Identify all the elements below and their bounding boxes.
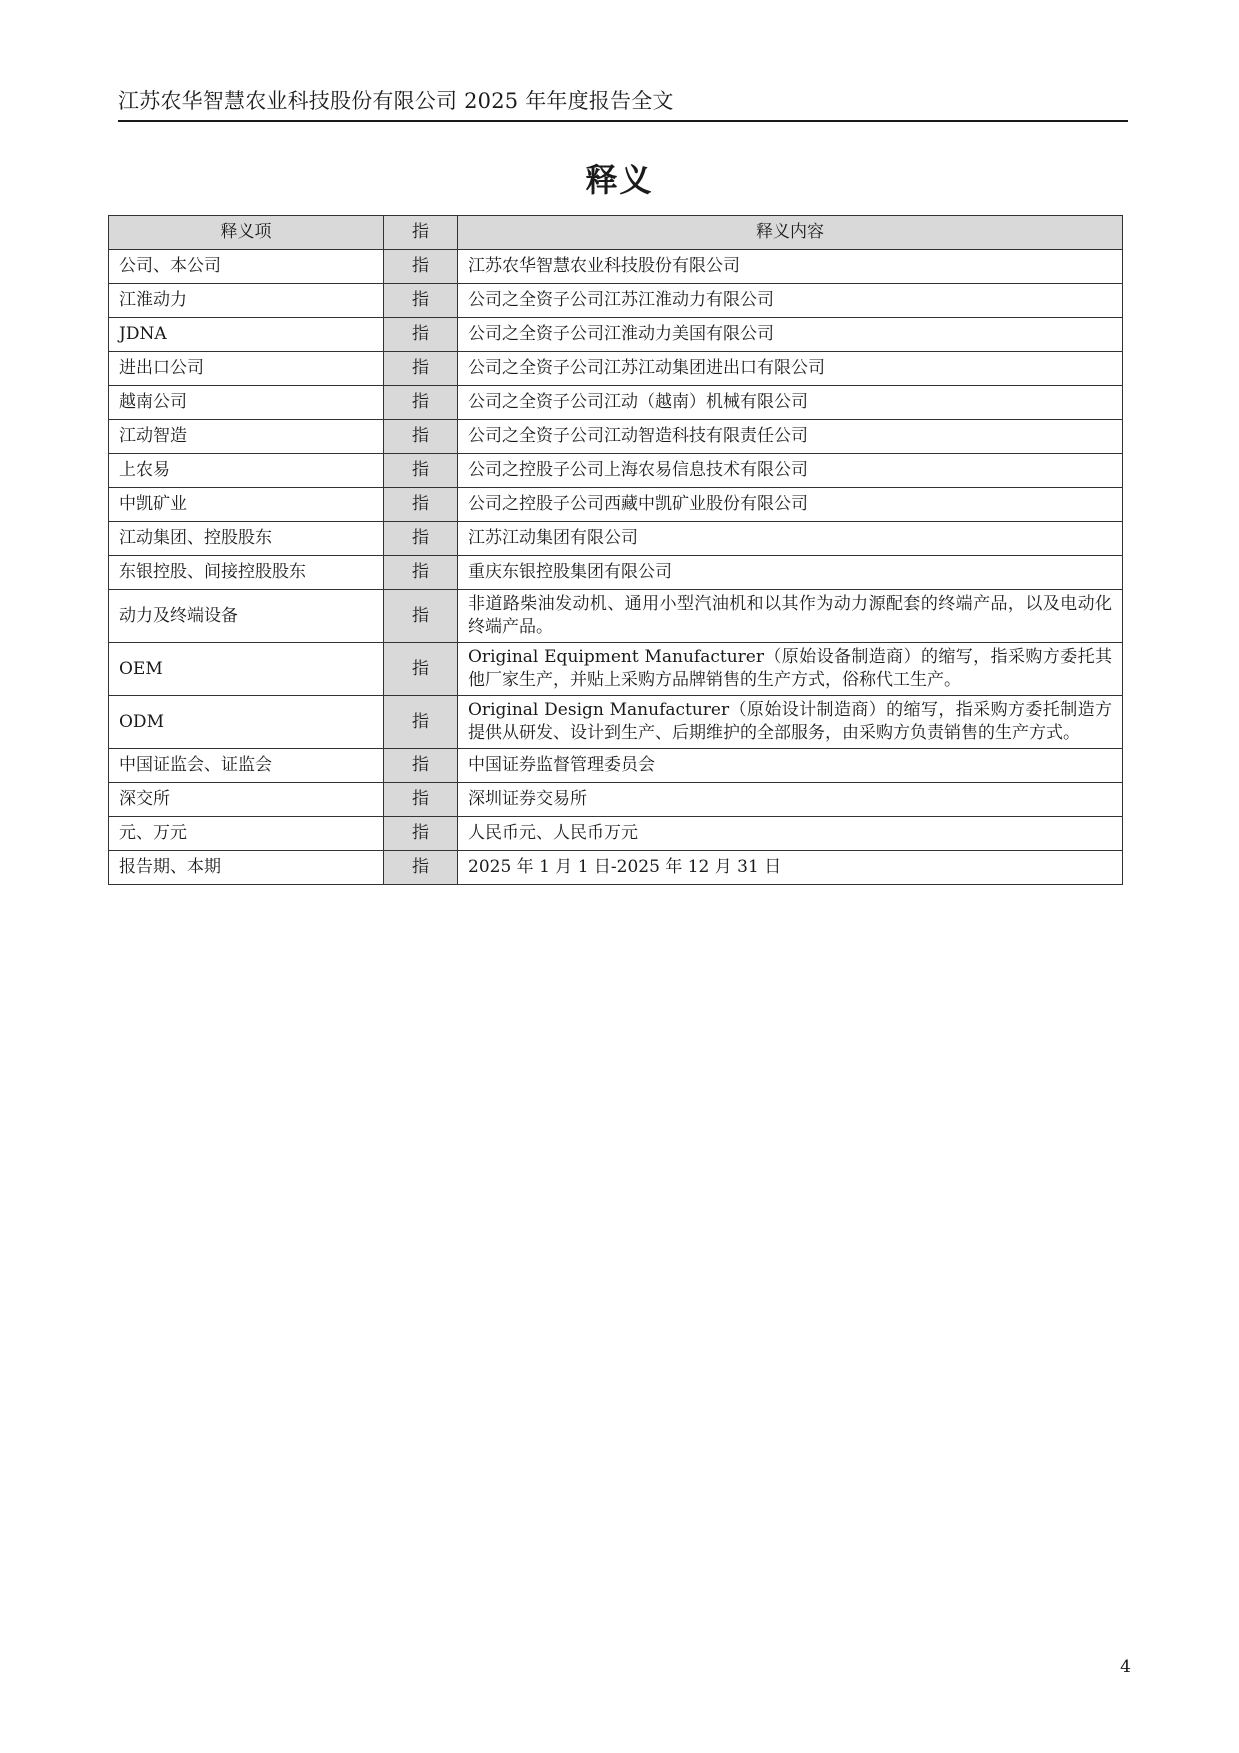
table-row: [109, 783, 1123, 817]
table-row: [109, 352, 1123, 386]
zhi-cell: 指: [384, 522, 458, 556]
zhi-cell: 指: [384, 696, 458, 749]
report-header-title: 江苏农华智慧农业科技股份有限公司 2025 年年度报告全文: [118, 89, 674, 113]
definition-cell: 公司之全资子公司江苏江动集团进出口有限公司: [458, 352, 1123, 386]
zhi-cell: 指: [384, 318, 458, 352]
table-row: [109, 318, 1123, 352]
glossary-table: [108, 215, 1123, 885]
zhi-cell: 指: [384, 817, 458, 851]
definition-cell: 中国证券监督管理委员会: [458, 749, 1123, 783]
definition-cell: 公司之控股子公司西藏中凯矿业股份有限公司: [458, 488, 1123, 522]
definition-cell: 公司之全资子公司江动（越南）机械有限公司: [458, 386, 1123, 420]
term-cell: 东银控股、间接控股股东: [109, 556, 384, 590]
term-cell: 报告期、本期: [109, 851, 384, 885]
table-row: [109, 749, 1123, 783]
term-cell: 动力及终端设备: [109, 590, 384, 643]
term-cell: OEM: [109, 643, 384, 696]
definition-cell: Original Equipment Manufacturer（原始设备制造商）的缩写，指采购方委托其他厂家生产，并贴上采购方品牌销售的生产方式，俗称代工生产。: [458, 643, 1123, 696]
table-row: [109, 420, 1123, 454]
table-row: [109, 696, 1123, 749]
term-cell: 元、万元: [109, 817, 384, 851]
page-title: 释义: [585, 161, 654, 199]
term-cell: 深交所: [109, 783, 384, 817]
zhi-cell: 指: [384, 749, 458, 783]
term-cell: 江动集团、控股股东: [109, 522, 384, 556]
zhi-cell: 指: [384, 420, 458, 454]
column-header-term: 释义项: [109, 216, 384, 250]
term-cell: 中凯矿业: [109, 488, 384, 522]
table-header-row: [109, 216, 1123, 250]
zhi-cell: 指: [384, 556, 458, 590]
zhi-cell: 指: [384, 783, 458, 817]
zhi-cell: 指: [384, 454, 458, 488]
definition-cell: 公司之控股子公司上海农易信息技术有限公司: [458, 454, 1123, 488]
column-header-zhi: 指: [384, 216, 458, 250]
table-row: [109, 851, 1123, 885]
term-cell: 公司、本公司: [109, 250, 384, 284]
page-header: [118, 86, 1128, 122]
definition-cell: 江苏农华智慧农业科技股份有限公司: [458, 250, 1123, 284]
table-row: [109, 643, 1123, 696]
definition-cell: 非道路柴油发动机、通用小型汽油机和以其作为动力源配套的终端产品，以及电动化终端产品。: [458, 590, 1123, 643]
zhi-cell: 指: [384, 590, 458, 643]
definition-cell: 江苏江动集团有限公司: [458, 522, 1123, 556]
term-cell: 进出口公司: [109, 352, 384, 386]
table-row: [109, 250, 1123, 284]
page-number: 4: [1120, 1657, 1131, 1677]
definition-cell: 公司之全资子公司江动智造科技有限责任公司: [458, 420, 1123, 454]
zhi-cell: 指: [384, 284, 458, 318]
table-row: [109, 488, 1123, 522]
term-cell: 江动智造: [109, 420, 384, 454]
definition-cell: 人民币元、人民币万元: [458, 817, 1123, 851]
table-row: [109, 284, 1123, 318]
zhi-cell: 指: [384, 851, 458, 885]
term-cell: 中国证监会、证监会: [109, 749, 384, 783]
definition-cell: 深圳证券交易所: [458, 783, 1123, 817]
table-row: [109, 522, 1123, 556]
zhi-cell: 指: [384, 386, 458, 420]
definition-cell: 公司之全资子公司江淮动力美国有限公司: [458, 318, 1123, 352]
table-row: [109, 454, 1123, 488]
zhi-cell: 指: [384, 250, 458, 284]
table-row: [109, 817, 1123, 851]
table-row: [109, 556, 1123, 590]
definition-cell: 公司之全资子公司江苏江淮动力有限公司: [458, 284, 1123, 318]
definition-cell: 2025 年 1 月 1 日-2025 年 12 月 31 日: [458, 851, 1123, 885]
term-cell: JDNA: [109, 318, 384, 352]
definition-cell: 重庆东银控股集团有限公司: [458, 556, 1123, 590]
term-cell: 江淮动力: [109, 284, 384, 318]
zhi-cell: 指: [384, 352, 458, 386]
zhi-cell: 指: [384, 643, 458, 696]
term-cell: ODM: [109, 696, 384, 749]
table-row: [109, 386, 1123, 420]
term-cell: 上农易: [109, 454, 384, 488]
table-row: [109, 590, 1123, 643]
zhi-cell: 指: [384, 488, 458, 522]
definition-cell: Original Design Manufacturer（原始设计制造商）的缩写，指采购方委托制造方提供从研发、设计到生产、后期维护的全部服务，由采购方负责销售的生产方式。: [458, 696, 1123, 749]
term-cell: 越南公司: [109, 386, 384, 420]
column-header-definition: 释义内容: [458, 216, 1123, 250]
